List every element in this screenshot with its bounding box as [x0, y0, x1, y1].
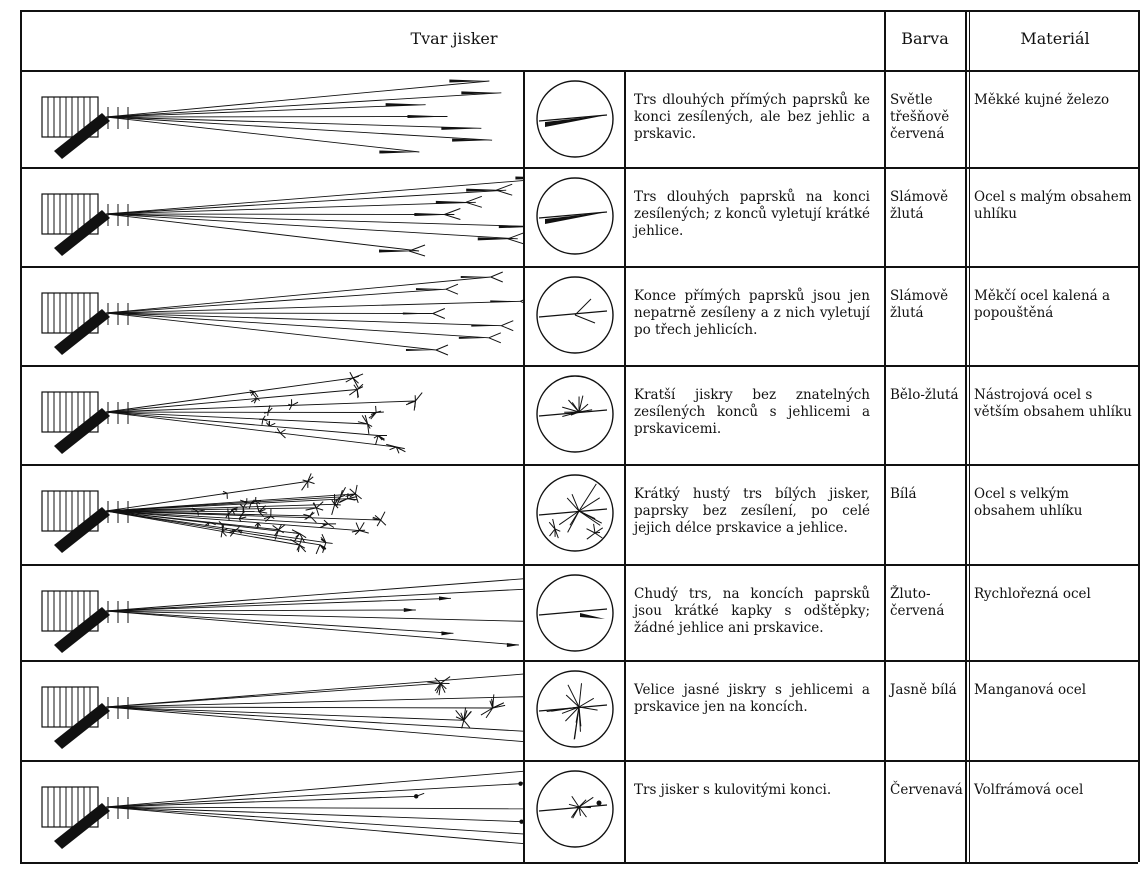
row-description: Kratší jiskry bez znatelných zesílených konců s jehlicemi a prskavicemi. [634, 387, 870, 437]
spark-detail [525, 170, 625, 265]
spark-detail [525, 663, 625, 759]
spark-detail-circle [537, 81, 613, 157]
row-color: Slámově žlutá [890, 189, 949, 222]
row-divider [20, 365, 1138, 367]
row-color: Bílá [890, 486, 917, 502]
row-divider [20, 266, 1138, 268]
spark-detail-circle [537, 671, 613, 747]
row-material: Rychlořezná ocel [974, 586, 1091, 602]
row-color: Žluto-červená [890, 586, 945, 619]
spark-rays [106, 473, 386, 554]
row-divider [20, 760, 1138, 762]
row-description: Chudý trs, na koncích paprsků jsou krátké kapky s odštěpky; žádné jehlice ani prskavice. [634, 586, 870, 636]
spark-rays [106, 272, 523, 355]
row-color: Červenavá [890, 782, 963, 798]
row-color: Jasně bílá [890, 682, 957, 698]
row-material: Volfrámová ocel [974, 782, 1084, 798]
row-material: Nástrojová ocel s větším obsahem uhlíku [974, 387, 1132, 420]
row-color: Světle třešňově červená [890, 92, 950, 142]
row-divider [20, 167, 1138, 169]
spark-drawing [24, 73, 523, 166]
header-material: Materiál [1020, 29, 1090, 48]
spark-rays [106, 172, 523, 256]
grinding-wheel-icon [42, 787, 128, 849]
row-color: Bělo-žlutá [890, 387, 959, 403]
column-divider-material-double [969, 10, 970, 862]
table-border-left [20, 10, 22, 862]
row-description: Velice jasné jiskry s jehlicemi a prskavice jen na koncích. [634, 682, 870, 715]
grinding-wheel-icon [42, 687, 128, 749]
grinding-wheel-icon [42, 392, 128, 454]
row-material: Manganová ocel [974, 682, 1087, 698]
header-shape: Tvar jisker [410, 29, 498, 48]
spark-detail [525, 467, 625, 563]
spark-detail-circle [537, 277, 613, 353]
row-divider [20, 564, 1138, 566]
grinding-wheel-icon [42, 591, 128, 653]
spark-detail [525, 368, 625, 463]
spark-detail [525, 567, 625, 659]
row-description: Trs dlouhých přímých paprsků ke konci zesílených, ale bez jehlic a prskavic. [634, 92, 870, 142]
spark-rays [106, 768, 523, 849]
spark-rays [106, 80, 501, 154]
column-divider-color [884, 10, 886, 862]
row-material: Ocel s malým obsahem uhlíku [974, 189, 1132, 222]
row-description: Krátký hustý trs bílých jisker, paprsky bez zesílení, po celé jejich délce prskavice a jehlice. [634, 486, 870, 536]
row-material: Měkké kujné železo [974, 92, 1110, 108]
spark-drawing [24, 467, 523, 563]
spark-rays [106, 372, 422, 453]
grinding-wheel-icon [42, 194, 128, 256]
row-description: Konce přímých paprsků jsou jen nepatrně zesíleny a z nich vyletují po třech jehlicích. [634, 288, 870, 338]
spark-rays [106, 663, 523, 757]
spark-rays [106, 573, 523, 647]
spark-drawing [24, 269, 523, 364]
grinding-wheel-icon [42, 293, 128, 355]
spark-detail [525, 73, 625, 166]
spark-detail-circle [537, 178, 613, 254]
row-material: Ocel s velkým obsahem uhlíku [974, 486, 1083, 519]
row-description: Trs dlouhých paprsků na konci zesílených; z konců vyletují krátké jehlice. [634, 189, 870, 239]
row-material: Měkčí ocel kalená a popouštěná [974, 288, 1111, 321]
spark-drawing [24, 663, 523, 759]
column-divider-material [965, 10, 967, 862]
grinding-wheel-icon [42, 97, 128, 159]
spark-detail-circle [537, 376, 613, 452]
spark-drawing [24, 567, 523, 659]
row-divider [20, 464, 1138, 466]
row-color: Slámově žlutá [890, 288, 949, 321]
table-border-bottom [20, 862, 1138, 864]
spark-detail [525, 763, 625, 861]
grinding-wheel-icon [42, 491, 128, 553]
header-divider [20, 70, 1138, 72]
spark-drawing [24, 763, 523, 861]
header-color: Barva [901, 29, 949, 48]
spark-detail [525, 269, 625, 364]
spark-drawing [24, 368, 523, 463]
table-border-top [20, 10, 1138, 12]
row-description: Trs jisker s kulovitými konci. [634, 782, 832, 798]
spark-detail-circle [537, 575, 613, 651]
spark-detail-circle [537, 475, 613, 551]
spark-drawing [24, 170, 523, 265]
spark-detail-circle [537, 771, 613, 847]
row-divider [20, 660, 1138, 662]
table-border-right [1138, 10, 1140, 862]
